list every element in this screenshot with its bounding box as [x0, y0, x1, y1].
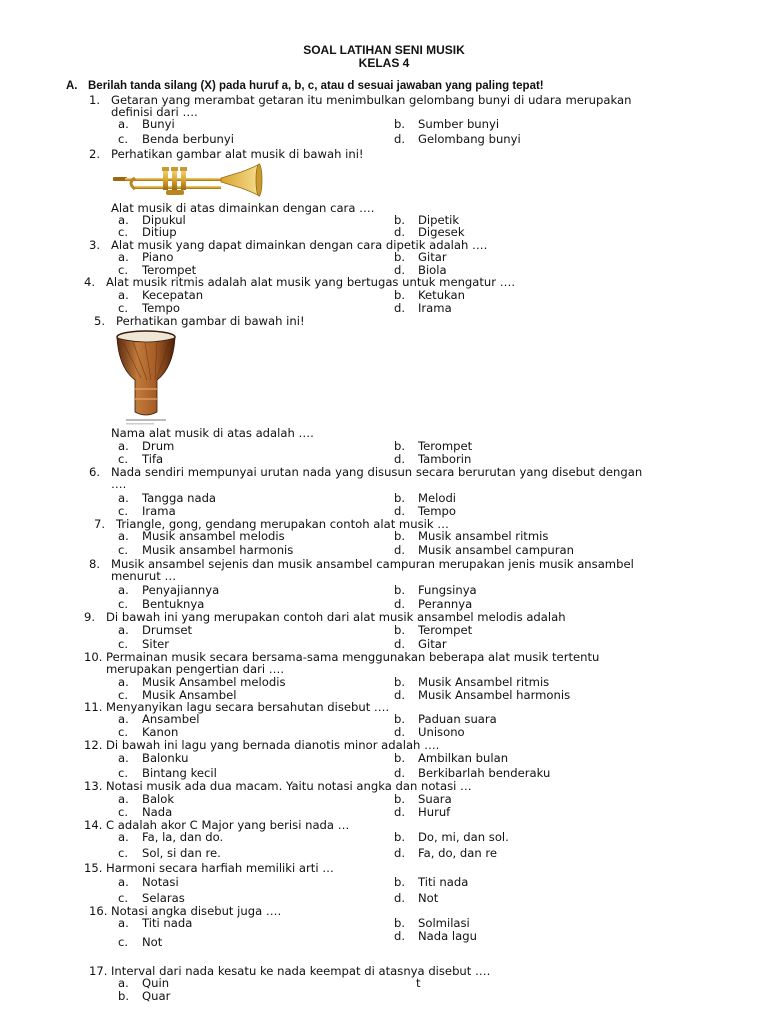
option-c[interactable]: c. Musik ansambel harmonis: [118, 543, 294, 557]
option-d[interactable]: d. Huruf: [394, 805, 451, 819]
option-a[interactable]: a. Tangga nada: [118, 491, 217, 505]
option-d[interactable]: d. Musik Ansambel harmonis: [394, 688, 571, 702]
option-d[interactable]: d. Tempo: [394, 504, 456, 518]
question-number: 16.: [89, 904, 108, 918]
question-text: Permainan musik secara bersama-sama menggunakan beberapa alat musik tertentu: [106, 650, 600, 664]
question-text: C adalah akor C Major yang berisi nada …: [106, 818, 350, 832]
question-number: 2.: [89, 147, 101, 161]
question-text: Notasi angka disebut juga ….: [111, 904, 282, 918]
question-text: Menyanyikan lagu secara bersahutan disebut ….: [106, 700, 390, 714]
option-d[interactable]: d. Not: [394, 891, 439, 905]
page-subtitle: KELAS 4: [358, 56, 410, 70]
question-text: Nada sendiri mempunyai urutan nada yang disusun secara berurutan yang disebut dengan: [111, 465, 643, 479]
question-number: 7.: [94, 517, 106, 531]
option-b[interactable]: b. Paduan suara: [394, 712, 497, 726]
option-c[interactable]: c. Tifa: [118, 452, 164, 466]
option-c[interactable]: c. Kanon: [118, 725, 179, 739]
option-d[interactable]: d. Musik ansambel campuran: [394, 543, 575, 557]
option-b[interactable]: b. Terompet: [394, 439, 473, 453]
question-number: 8.: [89, 557, 101, 571]
question-number: 15.: [84, 861, 103, 875]
option-a[interactable]: a. Drum: [118, 439, 175, 453]
option-a[interactable]: a. Balok: [118, 792, 175, 806]
trumpet-image: [111, 160, 263, 200]
option-b[interactable]: b. Sumber bunyi: [394, 117, 500, 131]
option-c[interactable]: c. Ditiup: [118, 225, 177, 239]
option-a[interactable]: a. Piano: [118, 250, 174, 264]
option-d[interactable]: d. Perannya: [394, 597, 473, 611]
option-a[interactable]: a. Dipukul: [118, 213, 186, 227]
option-a[interactable]: a. Quin: [118, 976, 170, 990]
question-text: Alat musik ritmis adalah alat musik yang bertugas untuk mengatur ….: [106, 275, 516, 289]
option-c[interactable]: c. Tempo: [118, 301, 180, 315]
instruction-text: Berilah tanda silang (X) pada huruf a, b, c, atau d sesuai jawaban yang paling tepat!: [88, 80, 544, 92]
option-d[interactable]: d. Unisono: [394, 725, 465, 739]
question-text: Di bawah ini lagu yang bernada dianotis minor adalah ….: [106, 738, 440, 752]
option-b[interactable]: b. Dipetik: [394, 213, 460, 227]
option-d[interactable]: d. Gelombang bunyi: [394, 132, 521, 146]
option-c[interactable]: c. Irama: [118, 504, 176, 518]
option-b[interactable]: b. Fungsinya: [394, 583, 477, 597]
option-c[interactable]: c. Siter: [118, 637, 170, 651]
question-text: Perhatikan gambar di bawah ini!: [116, 314, 305, 328]
question-text: Di bawah ini yang merupakan contoh dari alat musik ansambel melodis adalah: [106, 610, 566, 624]
option-d[interactable]: d. Irama: [394, 301, 452, 315]
page-title: SOAL LATIHAN SENI MUSIK: [303, 43, 465, 57]
option-b[interactable]: b. Titi nada: [394, 875, 469, 889]
option-c[interactable]: c. Bentuknya: [118, 597, 205, 611]
option-b[interactable]: b. Terompet: [394, 623, 473, 637]
option-b[interactable]: b. Quar: [118, 989, 171, 1003]
option-c[interactable]: c. Sol, si dan re.: [118, 846, 221, 860]
option-b[interactable]: b. Solmilasi: [394, 916, 470, 930]
question-text-cont: ….: [111, 477, 127, 491]
question-number: 3.: [89, 238, 101, 252]
option-c[interactable]: c. Nada: [118, 805, 173, 819]
question-text: Getaran yang merambat getaran itu menimbulkan gelombang bunyi di udara merupakan: [111, 93, 632, 107]
question-number: 14.: [84, 818, 103, 832]
question-text-cont: definisi dari ….: [111, 105, 198, 119]
section-letter: A.: [66, 80, 78, 92]
option-d[interactable]: d. Tamborin: [394, 452, 472, 466]
option-c[interactable]: c. Bintang kecil: [118, 766, 217, 780]
question-number: 13.: [84, 779, 103, 793]
option-a[interactable]: a. Musik ansambel melodis: [118, 529, 285, 543]
option-a[interactable]: a. Titi nada: [118, 916, 193, 930]
option-b[interactable]: b. Suara: [394, 792, 452, 806]
option-d[interactable]: d. Biola: [394, 263, 447, 277]
question-number: 4.: [84, 275, 96, 289]
option-a[interactable]: a. Balonku: [118, 751, 189, 765]
option-c[interactable]: c. Terompet: [118, 263, 197, 277]
question-text: Perhatikan gambar alat musik di bawah ini!: [111, 147, 364, 161]
option-a[interactable]: a. Ansambel: [118, 712, 200, 726]
question-number: 6.: [89, 465, 101, 479]
question-text: Interval dari nada kesatu ke nada keempat di atasnya disebut ….: [111, 964, 491, 978]
option-b[interactable]: b. Musik Ansambel ritmis: [394, 675, 550, 689]
question-number: 9.: [84, 610, 96, 624]
option-d[interactable]: d. Gitar: [394, 637, 447, 651]
option-a[interactable]: a. Musik Ansambel melodis: [118, 675, 286, 689]
option-b[interactable]: b. Musik ansambel ritmis: [394, 529, 549, 543]
option-c[interactable]: c. Musik Ansambel: [118, 688, 237, 702]
question-text: Musik ansambel sejenis dan musik ansambel campuran merupakan jenis musik ansambel: [111, 557, 634, 571]
option-b[interactable]: b. Ambilkan bulan: [394, 751, 509, 765]
stray-text: t: [416, 976, 421, 990]
option-a[interactable]: a. Drumset: [118, 623, 193, 637]
option-a[interactable]: a. Penyajiannya: [118, 583, 220, 597]
question-number: 11.: [84, 700, 103, 714]
question-text: Triangle, gong, gendang merupakan contoh alat musik …: [116, 517, 449, 531]
question-text: Harmoni secara harfiah memiliki arti …: [106, 861, 334, 875]
option-b[interactable]: b. Ketukan: [394, 288, 466, 302]
option-b[interactable]: b. Gitar: [394, 250, 447, 264]
question-number: 5.: [94, 314, 106, 328]
option-a[interactable]: a. Notasi: [118, 875, 179, 889]
question-number: 12.: [84, 738, 103, 752]
question-text-after-image: Alat musik di atas dimainkan dengan cara ….: [111, 201, 375, 215]
question-number: 10.: [84, 650, 103, 664]
option-d[interactable]: d. Berkibarlah benderaku: [394, 766, 551, 780]
option-d[interactable]: d. Digesek: [394, 225, 465, 239]
question-text: Alat musik yang dapat dimainkan dengan cara dipetik adalah ….: [111, 238, 488, 252]
option-a[interactable]: a. Fa, la, dan do.: [118, 830, 224, 844]
question-number: 1.: [89, 93, 101, 107]
option-a[interactable]: a. Kecepatan: [118, 288, 204, 302]
tifa-drum-image: [111, 328, 181, 426]
option-c[interactable]: c. Not: [118, 935, 163, 949]
option-b[interactable]: b. Do, mi, dan sol.: [394, 830, 509, 844]
question-text-after-image: Nama alat musik di atas adalah ….: [111, 426, 314, 440]
option-c[interactable]: c. Benda berbunyi: [118, 132, 234, 146]
option-c[interactable]: c. Selaras: [118, 891, 185, 905]
question-text: Notasi musik ada dua macam. Yaitu notasi angka dan notasi …: [106, 779, 472, 793]
question-text-cont: merupakan pengertian dari ….: [106, 662, 285, 676]
question-number: 17.: [89, 964, 108, 978]
option-d[interactable]: d. Nada lagu: [394, 929, 477, 943]
option-a[interactable]: a. Bunyi: [118, 117, 175, 131]
option-b[interactable]: b. Melodi: [394, 491, 457, 505]
option-d[interactable]: d. Fa, do, dan re: [394, 846, 498, 860]
question-text-cont: menurut …: [111, 569, 177, 583]
